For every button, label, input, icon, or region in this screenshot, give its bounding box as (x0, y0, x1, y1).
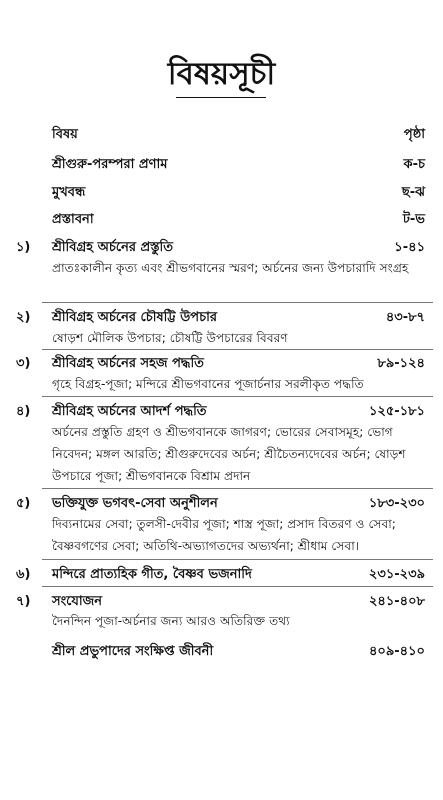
topic-column-header: বিষয় (52, 127, 78, 142)
chapter-subtopics: দিব্যনামের সেবা; তুলসী-দেবীর পূজা; শাস্ত্র পূজা; প্রসাদ বিতরণ ও সেবা; বৈষ্ণবগণের সেবা; অতিথি-অভ্যাগতদের অভ্যর্থনা; শ্রীধাম সেবা। (52, 517, 396, 553)
chapter-subtopics: অর্চনের প্রস্তুতি গ্রহণ ও শ্রীভগবানকে জাগরণ; ভোরের সেবাসমূহ; ভোগ নিবেদন; মঙ্গল আরতি; শ্রীগুরুদেবের অর্চন; শ্রীচৈতন্যদেবের অর্চন; ষোড়শ উপচারে পূজা; শ্রীভগবানকে বিশ্রাম প্রদান (52, 425, 406, 483)
chapter-pages: ১-৪১ (394, 240, 425, 255)
chapter-subtopics: প্রাতঃকালীন কৃত্য এবং শ্রীভগবানের স্মরণ; অর্চনের জন্য উপচারাদি সংগ্রহ (52, 261, 409, 275)
section-divider (42, 396, 433, 397)
chapter-title: ভক্তিযুক্ত ভগবৎ-সেবা অনুশীলন (52, 496, 218, 511)
chapter-subtopics: গৃহে বিগ্রহ-পূজা; মন্দিরে শ্রীভগবানের পূজার্চনার সরলীকৃত পদ্ধতি (52, 377, 364, 391)
section-divider (42, 302, 433, 303)
chapter-number: ৭) (16, 594, 31, 609)
entry-title: প্রস্তাবনা (52, 212, 94, 227)
entry-title: শ্রীগুরু-পরম্পরা প্রণাম (52, 157, 168, 172)
section-divider (42, 559, 433, 560)
chapter-pages: ৪৩-৮৭ (385, 310, 425, 325)
entry-title: মুখবন্ধ (52, 185, 86, 200)
section-divider (42, 349, 433, 350)
chapter-pages: ২৪১-৪০৮ (368, 594, 425, 609)
section-divider (42, 488, 433, 489)
chapter-number: ৫) (16, 496, 31, 511)
chapter-number: ৩) (16, 356, 31, 371)
page-title: বিষয়সূচী (167, 56, 276, 92)
chapter-pages: ১৮৩-২৩০ (368, 496, 425, 511)
title-underline (176, 97, 266, 98)
chapter-number: ২) (16, 310, 31, 325)
chapter-title: মন্দিরে প্রাত্যহিক গীত, বৈষ্ণব ভজনাদি (52, 567, 252, 582)
section-divider (42, 586, 433, 587)
entry-pages: ক-চ (403, 157, 425, 172)
entry-pages: ছ-ঝ (401, 185, 425, 200)
chapter-title: শ্রীবিগ্রহ অর্চনের প্রস্তুতি (52, 240, 174, 255)
chapter-number: ৬) (16, 567, 31, 582)
chapter-title: শ্রীবিগ্রহ অর্চনের চৌষট্টি উপচার (52, 310, 218, 325)
chapter-number: ৪) (16, 404, 31, 419)
chapter-title: সংযোজন (52, 594, 103, 609)
entry-pages: ট-ভ (402, 212, 425, 227)
chapter-title: শ্রীবিগ্রহ অর্চনের সহজ পদ্ধতি (52, 356, 204, 371)
appendix-pages: ৪০৯-৪১০ (368, 644, 425, 659)
chapter-pages: ২৩১-২৩৯ (368, 567, 425, 582)
chapter-number: ১) (16, 240, 31, 255)
chapter-pages: ১২৫-১৮১ (368, 404, 425, 419)
page-column-header: পৃষ্ঠা (403, 127, 425, 142)
appendix-title: শ্রীল প্রভুপাদের সংক্ষিপ্ত জীবনী (52, 644, 214, 659)
chapter-pages: ৮৯-১২৪ (377, 356, 425, 371)
chapter-subtopics: ষোড়শ মৌলিক উপচার; চৌষট্টি উপচারের বিবরণ (52, 331, 288, 345)
chapter-title: শ্রীবিগ্রহ অর্চনের আদর্শ পদ্ধতি (52, 404, 207, 419)
chapter-subtopics: দৈনন্দিন পূজা-অর্চনার জন্য আরও অতিরিক্ত তথ্য (52, 614, 290, 628)
